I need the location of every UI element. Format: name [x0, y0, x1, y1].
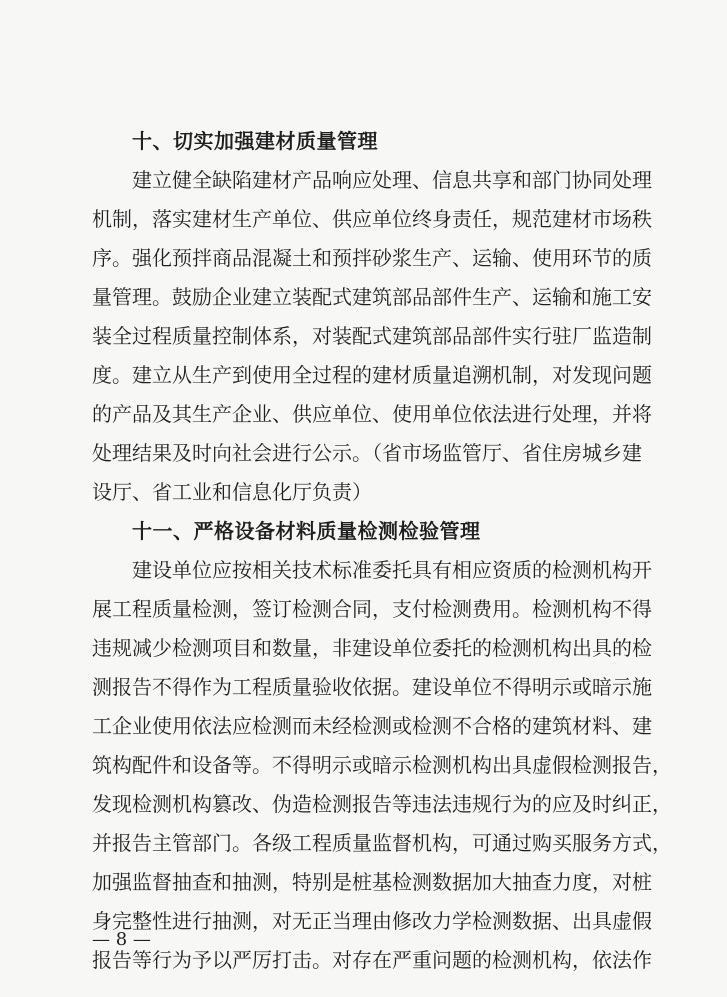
paragraph-line: 测报告不得作为工程质量验收依据。建设单位不得明示或暗示施 — [92, 675, 652, 699]
page-number: — 8 — — [92, 929, 151, 950]
document-body — [92, 122, 672, 980]
section-heading: 十一、严格设备材料质量检测检验管理 — [132, 519, 481, 543]
section-heading: 十、切实加强建材质量管理 — [132, 129, 378, 153]
paragraph-line: 序。强化预拌商品混凝土和预拌砂浆生产、运输、使用环节的质 — [92, 246, 652, 270]
paragraph-line: 加强监督抽查和抽测，特别是桩基检测数据加大抽查力度，对桩 — [92, 870, 652, 894]
paragraph-line: 度。建立从生产到使用全过程的建材质量追溯机制，对发现问题 — [92, 363, 652, 387]
paragraph-line: 设厅、省工业和信息化厅负责） — [92, 480, 372, 504]
paragraph-line: 展工程质量检测，签订检测合同，支付检测费用。检测机构不得 — [92, 597, 652, 621]
paragraph-line: 量管理。鼓励企业建立装配式建筑部品部件生产、运输和施工安 — [92, 285, 652, 309]
paragraph-line: 装全过程质量控制体系，对装配式建筑部品部件实行驻厂监造制 — [92, 324, 652, 348]
paragraph-line: 的产品及其生产企业、供应单位、使用单位依法进行处理，并将 — [92, 402, 652, 426]
paragraph-line: 处理结果及时向社会进行公示。（省市场监管厅、省住房城乡建 — [92, 441, 642, 465]
paragraph-line: 机制，落实建材生产单位、供应单位终身责任，规范建材市场秩 — [92, 207, 652, 231]
paragraph-line: 报告等行为予以严厉打击。对存在严重问题的检测机构，依法作 — [92, 948, 652, 972]
paragraph-line: 建设单位应按相关技术标准委托具有相应资质的检测机构开 — [132, 558, 652, 582]
paragraph-line: 并报告主管部门。各级工程质量监督机构，可通过购买服务方式， — [92, 831, 672, 855]
paragraph-line: 建立健全缺陷建材产品响应处理、信息共享和部门协同处理 — [132, 168, 652, 192]
paragraph-line: 筑构配件和设备等。不得明示或暗示检测机构出具虚假检测报告， — [92, 753, 672, 777]
paragraph-line: 违规减少检测项目和数量，非建设单位委托的检测机构出具的检 — [92, 636, 652, 660]
paragraph-line: 工企业使用依法应检测而未经检测或检测不合格的建筑材料、建 — [92, 714, 652, 738]
paragraph-line: 身完整性进行抽测，对无正当理由修改力学检测数据、出具虚假 — [92, 909, 652, 933]
paragraph-line: 发现检测机构篡改、伪造检测报告等违法违规行为的应及时纠正， — [92, 792, 672, 816]
